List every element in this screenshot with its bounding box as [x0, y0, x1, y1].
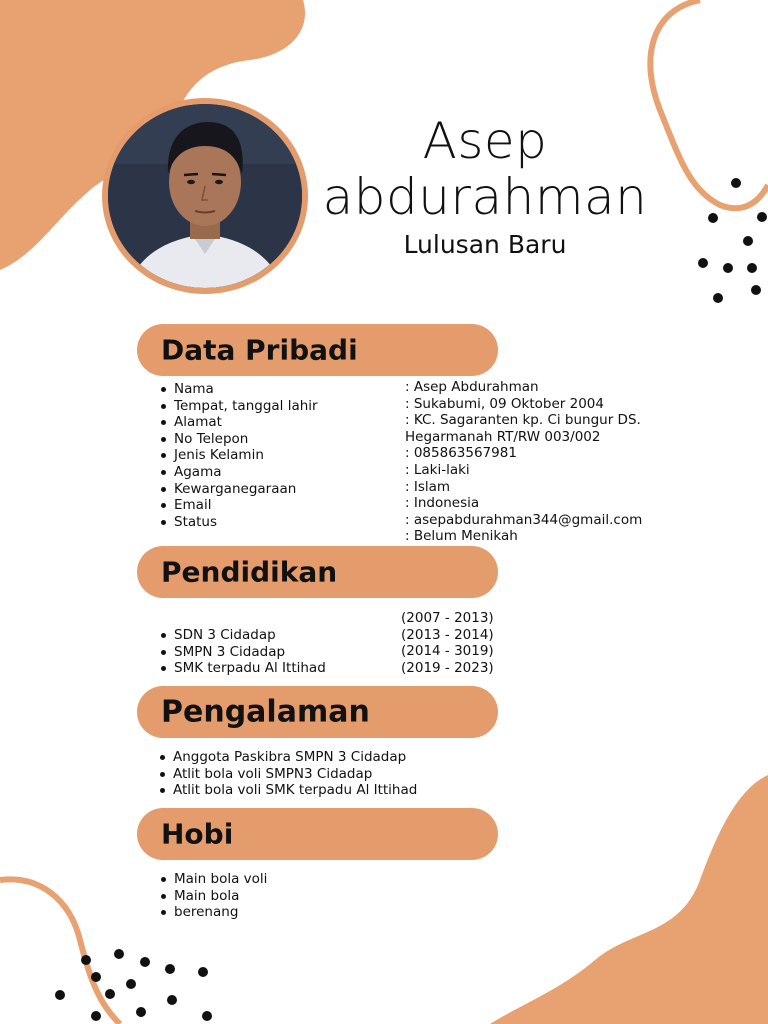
- list-item: Nama: [160, 381, 318, 398]
- value-text: : 085863567981: [405, 445, 517, 462]
- list-item: Alamat: [160, 414, 318, 431]
- list-item: Kewarganegaraan: [160, 481, 318, 498]
- list-item: Main bola voli: [160, 871, 267, 888]
- education-years: [401, 610, 494, 676]
- list-item: Jenis Kelamin: [160, 447, 318, 464]
- job-title: Lulusan Baru: [403, 230, 567, 259]
- value-text: : Islam: [405, 478, 451, 495]
- value-text: : Sukabumi, 09 Oktober 2004: [405, 395, 604, 412]
- list-item: berenang: [160, 904, 267, 921]
- list-item: Status: [160, 514, 318, 531]
- list-item: Main bola: [160, 888, 267, 905]
- value-text: : asepabdurahman344@gmail.com: [405, 511, 643, 528]
- section-header-hobi: [137, 808, 498, 860]
- section-title: Pendidikan: [161, 555, 338, 589]
- value-text: : Laki-laki: [405, 461, 470, 478]
- year-range: (2013 - 2014): [401, 626, 494, 643]
- education-list: [160, 627, 326, 677]
- bottom-right-blob: [490, 775, 768, 1024]
- list-item: SMPN 3 Cidadap: [160, 644, 326, 661]
- last-name: abdurahman: [322, 168, 648, 226]
- experience-list: [159, 749, 417, 799]
- personal-data-values: [405, 379, 642, 545]
- value-text: : KC. Sagaranten kp. Ci bungur DS.: [405, 412, 641, 429]
- hobby-list: [160, 871, 267, 921]
- list-item: No Telepon: [160, 431, 318, 448]
- list-item: Atlit bola voli SMK terpadu Al Ittihad: [159, 782, 417, 799]
- list-item: Atlit bola voli SMPN3 Cidadap: [159, 766, 417, 783]
- list-item: Tempat, tanggal lahir: [160, 398, 318, 415]
- avatar: [108, 104, 302, 288]
- first-name: Asep: [422, 112, 548, 170]
- value-text: : Indonesia: [405, 495, 480, 512]
- year-range: (2014 - 3019): [401, 643, 494, 660]
- list-item: Anggota Paskibra SMPN 3 Cidadap: [159, 749, 417, 766]
- bottom-left-curve: [0, 879, 120, 1024]
- section-header-data-pribadi: [137, 324, 498, 376]
- section-header-pendidikan: [137, 546, 498, 598]
- bottom-left-dots: [55, 949, 212, 1021]
- section-title: Hobi: [161, 817, 234, 851]
- list-item: SDN 3 Cidadap: [160, 627, 326, 644]
- value-text: : Belum Menikah: [405, 528, 518, 545]
- personal-data-labels: [160, 381, 318, 530]
- year-range: (2007 - 2013): [401, 610, 494, 626]
- section-header-pengalaman: [137, 686, 498, 738]
- list-item: Agama: [160, 464, 318, 481]
- value-text: Hegarmanah RT/RW 003/002: [405, 428, 601, 445]
- list-item: Email: [160, 497, 318, 514]
- list-item: SMK terpadu Al Ittihad: [160, 660, 326, 677]
- section-title: Pengalaman: [161, 694, 370, 730]
- value-text: : Asep Abdurahman: [405, 379, 539, 395]
- section-title: Data Pribadi: [161, 333, 358, 367]
- person-photo: [108, 104, 302, 288]
- year-range: (2019 - 2023): [401, 659, 494, 676]
